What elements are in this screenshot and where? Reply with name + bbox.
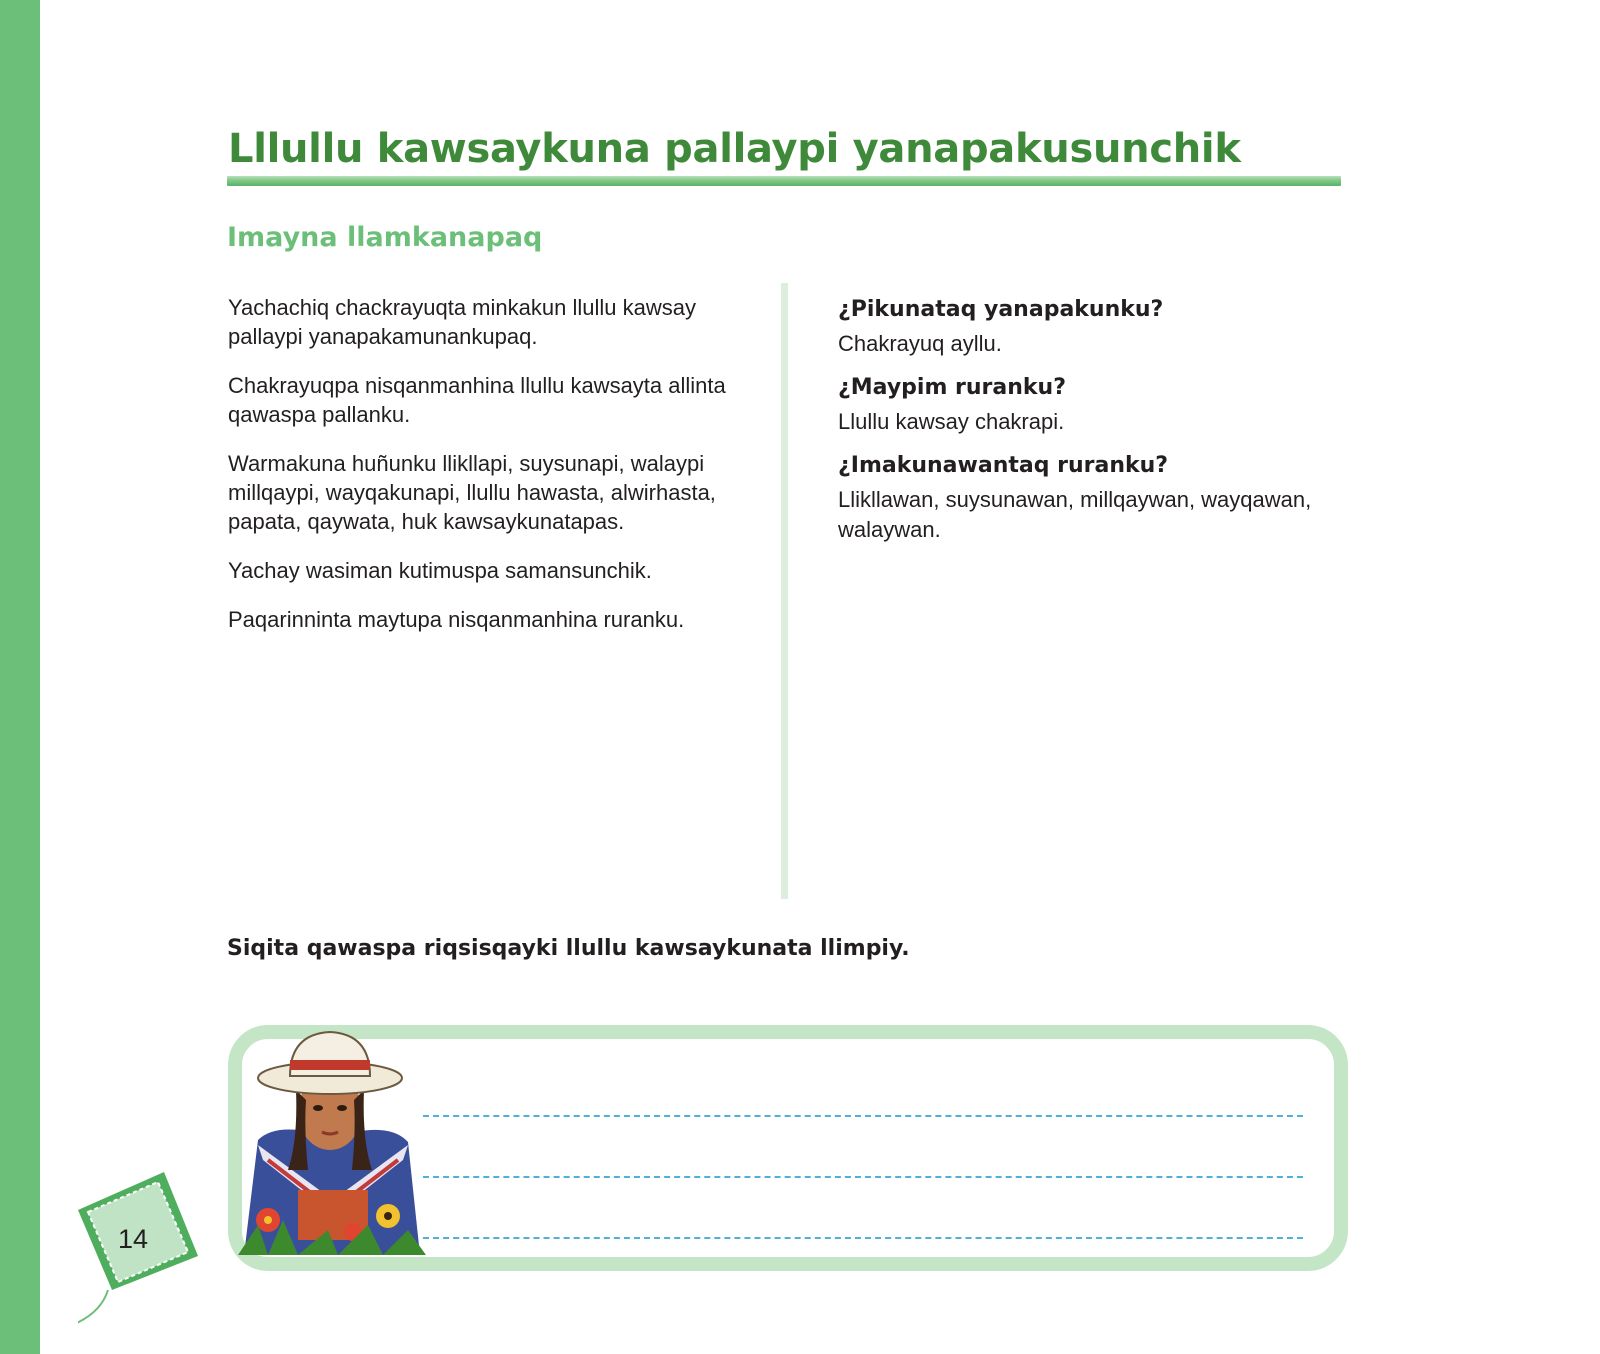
page-number: 14 — [117, 1224, 149, 1254]
question-text: ¿Maypim ruranku? — [838, 375, 1066, 400]
question-block — [838, 295, 1358, 359]
left-color-band — [0, 0, 40, 1354]
writing-line[interactable] — [423, 1237, 1303, 1239]
instruction-paragraph: Paqarinninta maytupa nisqanmanhina ruranku. — [228, 607, 685, 632]
instruction-paragraph: Yachachiq chackrayuqta minkakun llullu kawsay pallaypi yanapakamunankupaq. — [228, 295, 696, 349]
exercise-prompt: Siqita qawaspa riqsisqayki llullu kawsaykunata llimpiy. — [227, 936, 910, 961]
question-block — [838, 373, 1358, 437]
writing-line[interactable] — [423, 1115, 1303, 1117]
instruction-paragraph: Chakrayuqpa nisqanmanhina llullu kawsayta allinta qawaspa pallanku. — [228, 373, 726, 427]
questions-column — [838, 295, 1358, 559]
page-title: Lllullu kawsaykuna pallaypi yanapakusunchik — [228, 126, 1241, 172]
andean-girl-illustration — [238, 1020, 426, 1255]
instruction-paragraph: Yachay wasiman kutimuspa samansunchik. — [228, 558, 652, 583]
question-text: ¿Imakunawantaq ruranku? — [838, 453, 1169, 478]
question-block — [838, 451, 1358, 545]
column-divider — [781, 283, 788, 899]
instructions-column — [228, 293, 748, 654]
title-underline — [227, 176, 1341, 186]
question-text: ¿Pikunataq yanapakunku? — [838, 297, 1164, 322]
instruction-paragraph: Warmakuna huñunku llikllapi, suysunapi, walaypi millqaypi, wayqakunapi, llullu hawasta, alwirhasta, papata, qaywata, huk kawsaykunatapas. — [228, 451, 716, 534]
answer-text: Llullu kawsay chakrapi. — [838, 409, 1065, 434]
answer-text: Llikllawan, suysunawan, millqaywan, wayqawan, walaywan. — [838, 487, 1312, 542]
section-subtitle: Imayna llamkanapaq — [227, 222, 543, 253]
answer-text: Chakrayuq ayllu. — [838, 331, 1002, 356]
writing-line[interactable] — [423, 1176, 1303, 1178]
